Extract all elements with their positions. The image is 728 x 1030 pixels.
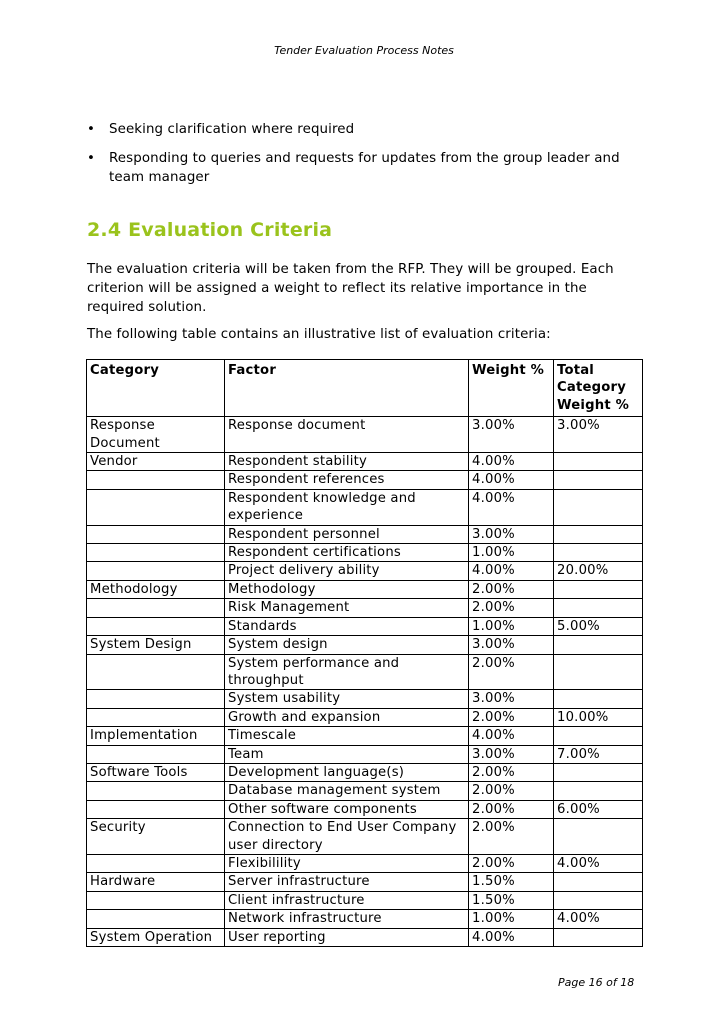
cell-category [87, 708, 225, 726]
cell-weight: 1.50% [469, 891, 554, 909]
cell-factor: Respondent references [225, 471, 469, 489]
page-header: Tender Evaluation Process Notes [274, 44, 454, 57]
cell-weight: 1.00% [469, 910, 554, 928]
bullet-text: Responding to queries and requests for updates from the group leader and team manager [109, 151, 620, 185]
cell-factor: Network infrastructure [225, 910, 469, 928]
intro-paragraph: The evaluation criteria will be taken from the RFP. They will be grouped. Each criterion will be assigned a weight to reflect its relative importance in the required solution. [87, 262, 614, 315]
cell-factor: Growth and expansion [225, 708, 469, 726]
cell-category [87, 471, 225, 489]
table-row [87, 727, 643, 745]
cell-category: Vendor [87, 453, 225, 471]
cell-factor: Response document [225, 417, 469, 453]
table-row [87, 928, 643, 946]
cell-category: Methodology [87, 580, 225, 598]
cell-weight: 2.00% [469, 819, 554, 855]
cell-factor: Respondent knowledge and experience [225, 489, 469, 525]
bullet-icon: • [87, 122, 95, 137]
section-heading: 2.4 Evaluation Criteria [87, 219, 333, 241]
cell-weight: 2.00% [469, 800, 554, 818]
cell-weight: 1.00% [469, 544, 554, 562]
cell-factor: User reporting [225, 928, 469, 946]
table-header-row [87, 360, 643, 417]
table-row [87, 654, 643, 690]
table-row [87, 782, 643, 800]
table-row [87, 745, 643, 763]
cell-factor: Other software components [225, 800, 469, 818]
cell-category [87, 599, 225, 617]
cell-category: System Design [87, 636, 225, 654]
page-number: Page 16 of 18 [558, 976, 635, 989]
cell-weight: 4.00% [469, 489, 554, 525]
cell-category [87, 745, 225, 763]
table-row [87, 800, 643, 818]
header-total-category-weight: Total Category Weight % [554, 360, 643, 417]
list-item [87, 120, 647, 139]
cell-factor: Timescale [225, 727, 469, 745]
cell-factor: Development language(s) [225, 763, 469, 781]
header-weight: Weight % [469, 360, 554, 417]
bullet-icon: • [87, 151, 95, 166]
cell-factor: Project delivery ability [225, 562, 469, 580]
cell-total-weight: 6.00% [554, 800, 643, 818]
cell-weight: 4.00% [469, 727, 554, 745]
cell-category [87, 690, 225, 708]
table-row [87, 562, 643, 580]
cell-weight: 2.00% [469, 580, 554, 598]
cell-factor: System performance and throughput [225, 654, 469, 690]
cell-weight: 2.00% [469, 854, 554, 872]
cell-category: Security [87, 819, 225, 855]
table-row [87, 599, 643, 617]
cell-weight: 3.00% [469, 690, 554, 708]
table-row [87, 854, 643, 872]
cell-factor: Database management system [225, 782, 469, 800]
cell-weight: 3.00% [469, 417, 554, 453]
cell-factor: Standards [225, 617, 469, 635]
cell-weight: 4.00% [469, 562, 554, 580]
header-factor: Factor [225, 360, 469, 417]
cell-total-weight [554, 580, 643, 598]
cell-factor: Server infrastructure [225, 873, 469, 891]
cell-factor: Team [225, 745, 469, 763]
cell-total-weight: 4.00% [554, 910, 643, 928]
cell-total-weight [554, 525, 643, 543]
cell-weight: 4.00% [469, 928, 554, 946]
cell-category: Implementation [87, 727, 225, 745]
table-row [87, 763, 643, 781]
cell-total-weight [554, 782, 643, 800]
cell-factor: Flexibilility [225, 854, 469, 872]
table-body [87, 417, 643, 947]
cell-total-weight [554, 489, 643, 525]
cell-total-weight [554, 873, 643, 891]
table-row [87, 819, 643, 855]
cell-total-weight [554, 891, 643, 909]
cell-weight: 3.00% [469, 636, 554, 654]
table-row [87, 910, 643, 928]
cell-factor: Respondent personnel [225, 525, 469, 543]
cell-weight: 4.00% [469, 453, 554, 471]
cell-weight: 3.00% [469, 525, 554, 543]
cell-weight: 2.00% [469, 763, 554, 781]
cell-factor: Methodology [225, 580, 469, 598]
table-row [87, 525, 643, 543]
cell-category [87, 910, 225, 928]
cell-category: System Operation [87, 928, 225, 946]
cell-total-weight: 3.00% [554, 417, 643, 453]
cell-total-weight: 4.00% [554, 854, 643, 872]
cell-weight: 2.00% [469, 599, 554, 617]
cell-total-weight [554, 599, 643, 617]
cell-total-weight [554, 928, 643, 946]
cell-weight: 3.00% [469, 745, 554, 763]
cell-total-weight: 7.00% [554, 745, 643, 763]
cell-category [87, 854, 225, 872]
cell-category: Software Tools [87, 763, 225, 781]
table-row [87, 891, 643, 909]
cell-total-weight [554, 819, 643, 855]
table-row [87, 617, 643, 635]
cell-category [87, 525, 225, 543]
cell-total-weight: 10.00% [554, 708, 643, 726]
cell-total-weight [554, 763, 643, 781]
table-row [87, 471, 643, 489]
cell-factor: Respondent stability [225, 453, 469, 471]
cell-category [87, 562, 225, 580]
cell-factor: Risk Management [225, 599, 469, 617]
cell-weight: 2.00% [469, 782, 554, 800]
table-row [87, 690, 643, 708]
table-row [87, 636, 643, 654]
cell-total-weight [554, 727, 643, 745]
evaluation-criteria-table [86, 359, 643, 947]
cell-factor: Connection to End User Company user directory [225, 819, 469, 855]
table-row [87, 544, 643, 562]
bullet-text: Seeking clarification where required [109, 122, 355, 137]
cell-weight: 2.00% [469, 708, 554, 726]
cell-total-weight [554, 654, 643, 690]
bullet-list [87, 120, 647, 197]
cell-total-weight [554, 544, 643, 562]
cell-category [87, 544, 225, 562]
cell-category [87, 800, 225, 818]
cell-total-weight: 20.00% [554, 562, 643, 580]
cell-factor: Respondent certifications [225, 544, 469, 562]
header-category: Category [87, 360, 225, 417]
list-item [87, 149, 647, 187]
cell-category [87, 489, 225, 525]
table-row [87, 417, 643, 453]
cell-total-weight [554, 453, 643, 471]
cell-category [87, 617, 225, 635]
table-row [87, 708, 643, 726]
cell-weight: 4.00% [469, 471, 554, 489]
cell-total-weight [554, 636, 643, 654]
cell-category [87, 654, 225, 690]
cell-total-weight: 5.00% [554, 617, 643, 635]
table-row [87, 873, 643, 891]
cell-category: Hardware [87, 873, 225, 891]
cell-factor: System usability [225, 690, 469, 708]
cell-category [87, 891, 225, 909]
table-row [87, 580, 643, 598]
cell-weight: 1.50% [469, 873, 554, 891]
cell-category [87, 782, 225, 800]
cell-factor: System design [225, 636, 469, 654]
cell-total-weight [554, 471, 643, 489]
table-row [87, 489, 643, 525]
cell-weight: 1.00% [469, 617, 554, 635]
cell-weight: 2.00% [469, 654, 554, 690]
cell-category: Response Document [87, 417, 225, 453]
table-row [87, 453, 643, 471]
cell-total-weight [554, 690, 643, 708]
table-intro-paragraph: The following table contains an illustrative list of evaluation criteria: [87, 327, 551, 342]
cell-factor: Client infrastructure [225, 891, 469, 909]
